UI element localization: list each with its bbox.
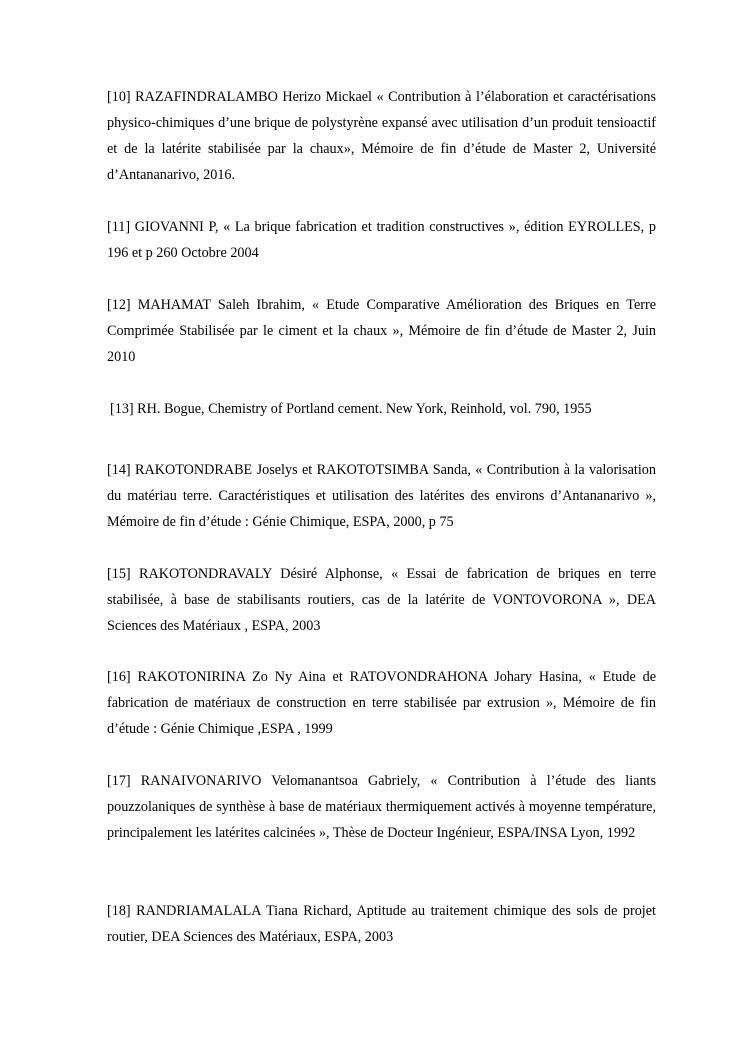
reference-15: [15] RAKOTONDRAVALY Désiré Alphonse, « Essai de fabrication de briques en terre stabilisée, à base de stabilisants routiers, cas de la latérite de VONTOVORONA », DEA Sciences des Matériaux , ESPA, 2003 [107, 566, 656, 634]
reference-16: [16] RAKOTONIRINA Zo Ny Aina et RATOVONDRAHONA Johary Hasina, « Etude de fabrication de matériaux de construction en terre stabilisée par extrusion », Mémoire de fin d’étude : Génie Chimique ,ESPA , 1999 [107, 669, 656, 737]
reference-11: [11] GIOVANNI P, « La brique fabrication et tradition constructives », édition EYROLLES, p 196 et p 260 Octobre 2004 [107, 219, 656, 261]
reference-12: [12] MAHAMAT Saleh Ibrahim, « Etude Comparative Amélioration des Briques en Terre Comprimée Stabilisée par le ciment et la chaux », Mémoire de fin d’étude de Master 2, Juin 2010 [107, 297, 656, 365]
reference-18: [18] RANDRIAMALALA Tiana Richard, Aptitude au traitement chimique des sols de projet routier, DEA Sciences des Matériaux, ESPA, 2003 [107, 903, 656, 945]
reference-14: [14] RAKOTONDRABE Joselys et RAKOTOTSIMBA Sanda, « Contribution à la valorisation du matériau terre. Caractéristiques et utilisation des latérites des environs d’Antananarivo », Mémoire de fin d’étude : Génie Chimique, ESPA, 2000, p 75 [107, 462, 656, 530]
reference-17: [17] RANAIVONARIVO Velomanantsoa Gabriely, « Contribution à l’étude des liants pouzzolaniques de synthèse à base de matériaux thermiquement activés à moyenne température, principalement les latérites calcinées », Thèse de Docteur Ingénieur, ESPA/INSA Lyon, 1992 [107, 773, 656, 841]
reference-10: [10] RAZAFINDRALAMBO Herizo Mickael « Contribution à l’élaboration et caractérisations physico-chimiques d’une brique de polystyrène expansé avec utilisation d’un produit tensioactif et de la latérite stabilisée par la chaux», Mémoire de fin d’étude de Master 2, Université d’Antananarivo, 2016. [107, 89, 656, 183]
reference-13: [13] RH. Bogue, Chemistry of Portland cement. New York, Reinhold, vol. 790, 1955 [110, 401, 592, 417]
